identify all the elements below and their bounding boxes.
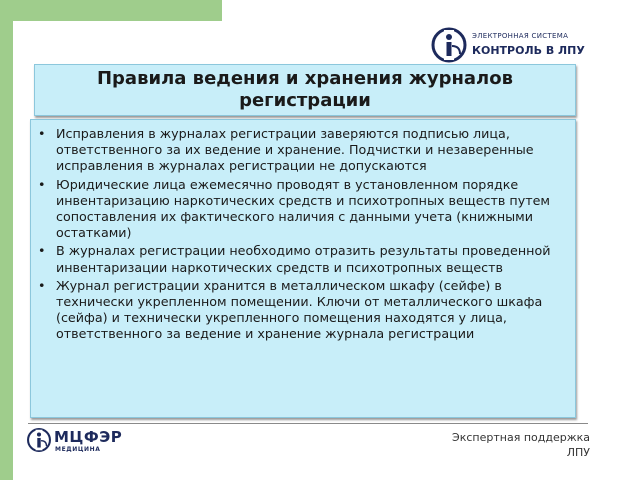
bullet-list: [31, 120, 575, 343]
footer-caption-line1: Экспертная поддержка: [452, 431, 590, 444]
bullet-marker: •: [38, 176, 46, 192]
bullet-marker: •: [38, 243, 46, 259]
control-system-logo: [430, 26, 630, 66]
bullet-marker: •: [38, 277, 46, 293]
brand-subtitle: МЕДИЦИНА: [55, 446, 101, 453]
green-top-bar: [0, 0, 222, 21]
bullet-item: [31, 126, 567, 175]
bullet-marker: •: [38, 126, 46, 141]
bullet-text: В журналах регистрации необходимо отразить результаты проведенной инвентаризации наркотических средств и психотропных веществ: [56, 243, 551, 275]
title-panel: [34, 64, 576, 116]
emblem-icon: [26, 427, 52, 453]
mcfer-logo: [26, 427, 136, 457]
bullet-item: [31, 177, 567, 242]
content-panel: [30, 119, 576, 418]
brand-name: МЦФЭР: [54, 428, 123, 446]
emblem-icon: [430, 26, 468, 64]
bullet-text: Исправления в журналах регистрации заверяются подписью лица, ответственного за их ведение и хранение. Подчистки и незаверенные исправления в журналах регистрации не допускаются: [56, 126, 534, 174]
bullet-item: [31, 243, 567, 275]
footer-caption-line2: ЛПУ: [566, 446, 590, 459]
green-side-bar: [0, 0, 13, 480]
slide-title: Правила ведения и хранения журналов регистрации: [96, 68, 513, 111]
logo-name: КОНТРОЛЬ В ЛПУ: [472, 44, 585, 57]
bullet-text: Журнал регистрации хранится в металлическом шкафу (сейфе) в технически укрепленном помещении. Ключи от металлического шкафа (сейфа) и технически укрепленного помещения находятся у лица, ответственного за ведение и хранение журнала регистрации: [56, 277, 543, 342]
bullet-item: [31, 278, 567, 343]
footer-caption: [410, 430, 590, 460]
bullet-text: Юридические лица ежемесячно проводят в установленном порядке инвентаризацию наркотических средств и психотропных веществ путем сопоставления их фактического наличия с данными учета (книжными остатками): [56, 176, 551, 241]
logo-tagline: ЭЛЕКТРОННАЯ СИСТЕМА: [472, 32, 569, 40]
footer-divider: [28, 423, 588, 424]
